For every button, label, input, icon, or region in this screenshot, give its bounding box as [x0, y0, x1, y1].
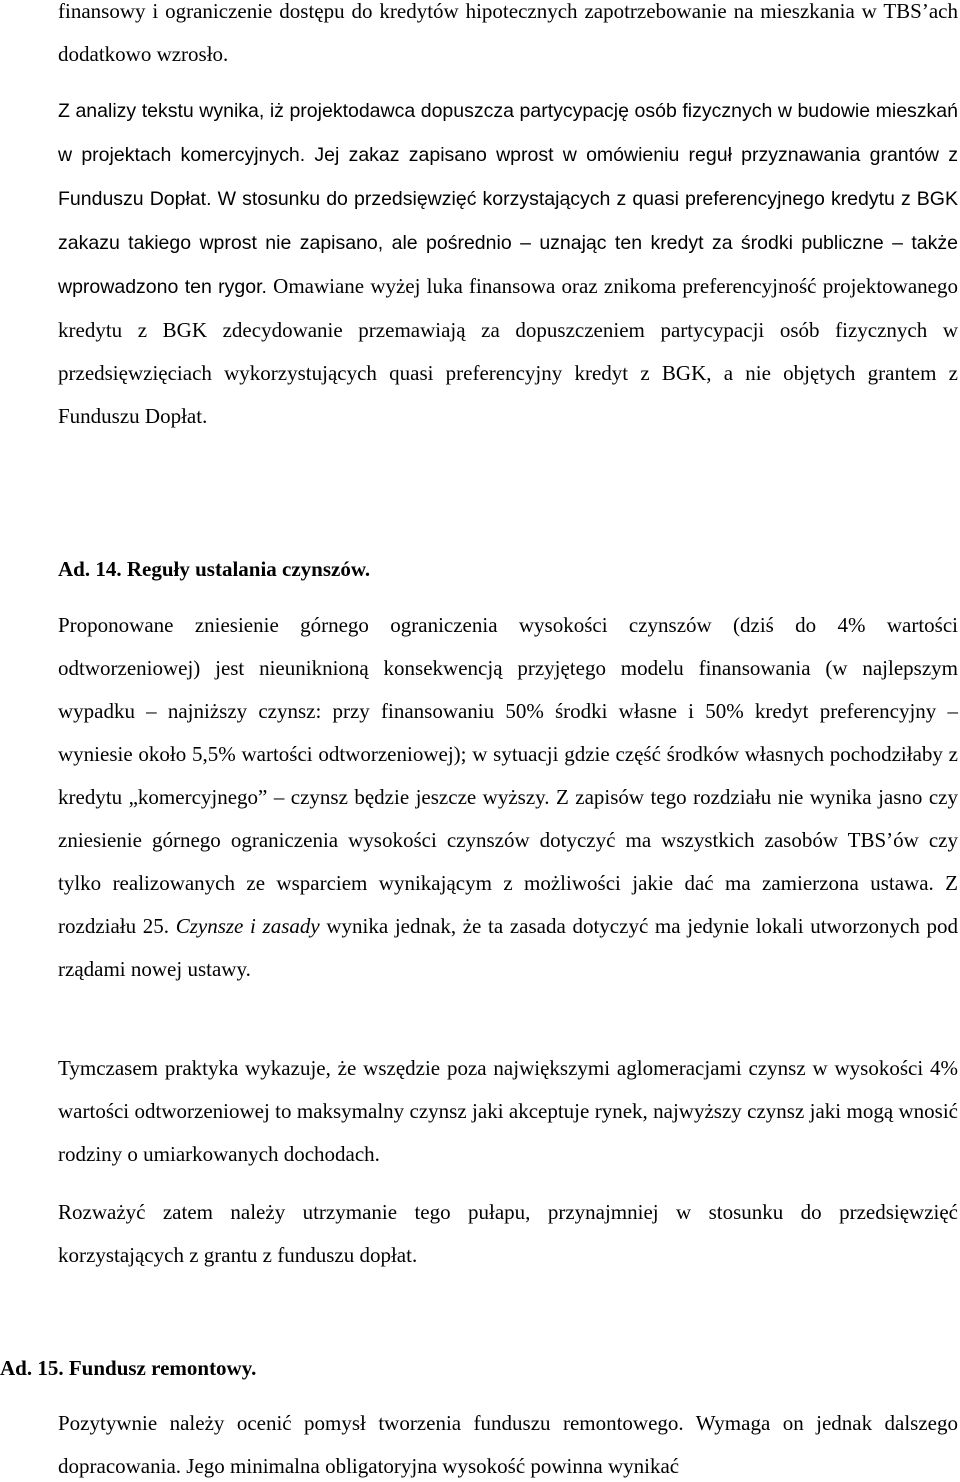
- paragraph-rozwazyc: [58, 1191, 958, 1277]
- paragraph-text: finansowy i ograniczenie dostępu do kredytów hipotecznych zapotrzebowanie na mieszkania w TBS’ach dodatkowo wzrosło.: [58, 0, 958, 66]
- paragraph-text: wynika jednak, że ta zasada dotyczyć ma jedynie lokali utworzonych pod rządami nowej ustawy.: [58, 914, 959, 981]
- paragraph-text: Tymczasem praktyka wykazuje, że wszędzie poza największymi aglomeracjami czynsz w wysokości 4% wartości odtworzeniowej to maksymalny czynsz jaki akceptuje rynek, najwyższy czynsz jaki mogą wnosić rodziny o umiarkowanych dochodach.: [58, 1056, 958, 1166]
- paragraph-text: Pozytywnie należy ocenić pomysł tworzenia funduszu remontowego. Wymaga on jednak dalszego dopracowania. Jego minimalna obligatoryjna wysokość powinna wynikać: [58, 1411, 958, 1478]
- paragraph-text-sans: Z analizy tekstu wynika, iż projektodawca dopuszcza partycypację osób fizycznych w budowie mieszkań w projektach komercyjnych. Jej zakaz zapisano wprost w omówieniu reguł przyznawania grantów z Funduszu Dopłat. W stosunku do przedsięwzięć korzystających z quasi preferencyjnego kredytu z BGK zakazu takiego wprost nie zapisano, ale pośrednio – uznając ten kredyt za środki publiczne – także wprowadzono ten rygor.: [58, 100, 958, 298]
- paragraph-text: Rozważyć zatem należy utrzymanie tego pułapu, przynajmniej w stosunku do przedsięwzięć korzystających z grantu z funduszu dopłat.: [58, 1200, 958, 1267]
- paragraph-financing-gap: [58, 0, 958, 76]
- section-heading-15: Ad. 15. Fundusz remontowy.: [0, 1356, 257, 1380]
- paragraph-text-serif: Omawiane wyżej luka finansowa oraz znikoma preferencyjność projektowanego kredytu z BGK zdecydowanie przemawiają za dopuszczeniem partycypacji osób fizycznych w przedsięwzięciach wykorzystujących quasi preferencyjny kredyt z BGK, a nie objętych grantem z Funduszu Dopłat.: [58, 274, 958, 428]
- paragraph-text: Proponowane zniesienie górnego ograniczenia wysokości czynszów (dziś do 4% wartości odtworzeniowej) jest nieuniknioną konsekwencją przyjętego modelu finansowania (w najlepszym wypadku – najniższy czynsz: przy finansowaniu 50% środki własne i 50% kredyt preferencyjny – wyniesie około 5,5% wartości odtworzeniowej); w sytuacji gdzie część środków własnych pochodziłaby z kredytu „komercyjnego” – czynsz będzie jeszcze wyższy. Z zapisów tego rozdziału nie wynika jasno czy zniesienie górnego ograniczenia wysokości czynszów dotyczyć ma wszystkich zasobów TBS’ów czy tylko realizowanych ze wsparciem wynikającym z możliwości jakie dać ma zamierzona ustawa. Z rozdziału 25.: [58, 613, 958, 938]
- paragraph-fundusz-remontowy: [58, 1402, 958, 1482]
- paragraph-praktyka: [58, 1047, 958, 1176]
- paragraph-czynsze: [58, 604, 958, 991]
- chapter-title-italic: Czynsze i zasady: [175, 914, 320, 938]
- section-heading-14: Ad. 14. Reguły ustalania czynszów.: [58, 557, 371, 581]
- paragraph-partycypacja: [58, 89, 958, 438]
